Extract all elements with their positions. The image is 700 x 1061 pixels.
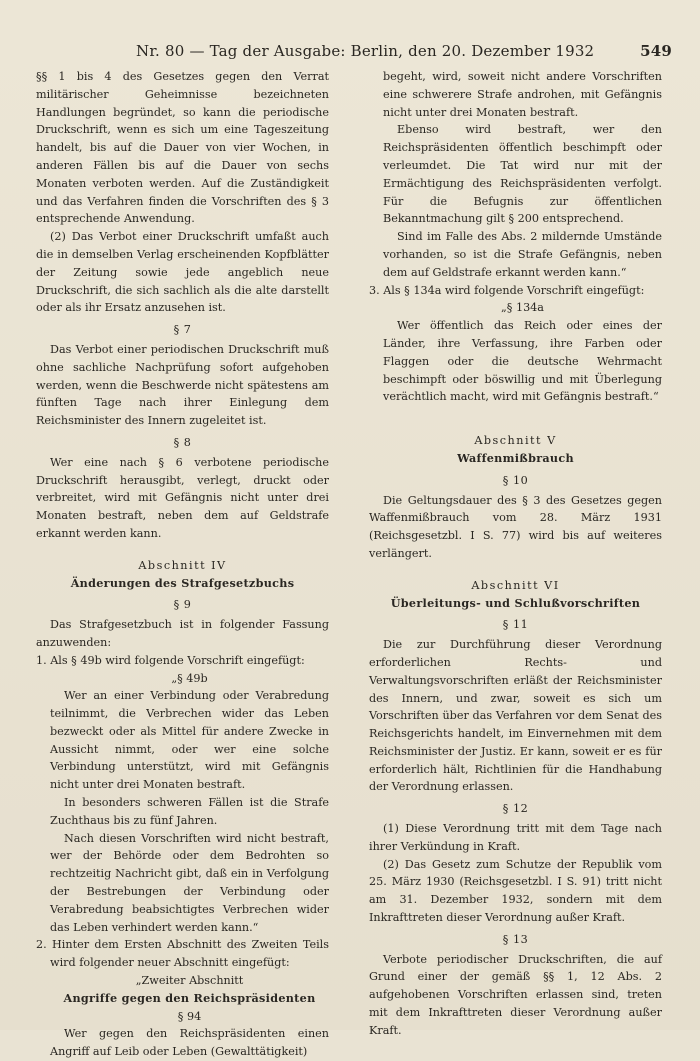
chapter-label: „Zweiter Abschnitt <box>135 974 244 988</box>
chapter-title: Angriffe gegen den Reichspräsidenten <box>63 990 316 1005</box>
chapter-title: Waffenmißbrauch <box>457 450 574 465</box>
paragraph: begeht, wird, soweit nicht andere Vorschriften eine schwerere Strafe androhen, mit Gefängnis nicht unter drei Monaten bestraft. <box>383 70 662 119</box>
chapter-title: Änderungen des Strafgesetzbuchs <box>70 575 295 590</box>
paragraph: (2) Das Gesetz zum Schutze der Republik vom 25. März 1930 (Reichsgesetzbl. I S. 91) tritt nicht am 31. Dezember 1932, sondern mit dem Inkrafttreten dieser Verordnung außer Kraft. <box>369 857 662 925</box>
list-item: 1. Als § 49b wird folgende Vorschrift eingefügt: <box>36 653 305 667</box>
paragraph: Die zur Durchführung dieser Verordnung erforderlichen Rechts- und Verwaltungsvorschriften erläßt der Reichsminister des Innern, und zwar, soweit es sich um Vorschriften über das Verfahren vor dem Senat des Reichsgerichts handelt, im Einvernehmen mit dem Reichsminister der Justiz. Er kann, soweit er es für erforderlich hält, Richtlinien für die Handhabung der Verordnung erlassen. <box>369 638 662 794</box>
section-number: § 94 <box>177 1009 202 1023</box>
paragraph: Das Strafgesetzbuch ist in folgender Fassung anzuwenden: <box>36 618 329 649</box>
quoted-provision <box>369 68 662 282</box>
page-number: 549 <box>640 42 672 60</box>
page-header <box>36 42 672 66</box>
paragraph: Wer eine nach § 6 verbotene periodische Druckschrift herausgibt, verlegt, druckt oder verbreitet, wird mit Gefängnis nicht unter drei Monaten bestraft, neben dem auf Geldstrafe erkannt werden kann. <box>36 455 329 540</box>
section-number: § 12 <box>502 802 529 816</box>
paragraph: Nach diesen Vorschriften wird nicht bestraft, wer der Behörde oder dem Bedrohten so rechtzeitig Nachricht gibt, daß ein in Verfolgung der Bestrebungen der Verbindung oder Verabredung beabsichtigtes Verbrechen wider das Leben verhindert werden kann.“ <box>50 831 329 934</box>
quoted-provision <box>36 670 329 937</box>
quoted-provision <box>36 972 329 1061</box>
chapter-label: Abschnitt V <box>474 434 557 448</box>
paragraph: Wer öffentlich das Reich oder eines der Länder, ihre Verfassung, ihre Farben oder Flaggen oder die deutsche Wehrmacht beschimpft oder böswillig und mit Überlegung verächtlich macht, wird mit Gefängnis bestraft.“ <box>383 319 662 404</box>
paragraph: Verbote periodischer Druckschriften, die auf Grund einer der gemäß §§ 1, 12 Abs. 2 aufgehobenen Vorschriften erlassen sind, treten mit dem Inkrafttreten dieser Verordnung außer Kraft. <box>369 952 662 1037</box>
section-number: § 13 <box>502 932 529 946</box>
right-column <box>369 68 662 1040</box>
paragraph: Die Geltungsdauer des § 3 des Gesetzes gegen Waffenmißbrauch vom 28. März 1931 (Reichsgesetzbl. I S. 77) wird bis auf weiteres verlängert. <box>369 493 662 560</box>
list-item: 3. Als § 134a wird folgende Vorschrift eingefügt: <box>369 283 645 297</box>
left-column <box>36 68 329 1061</box>
section-number: § 9 <box>173 598 192 612</box>
paragraph: Wer an einer Verbindung oder Verabredung teilnimmt, die Verbrechen wider das Leben bezweckt oder als Mittel für andere Zwecke in Aussicht nimmt, oder wer eine solche Verbindung unterstützt, wird mit Gefängnis nicht unter drei Monaten bestraft. <box>50 689 329 792</box>
section-number: § 10 <box>502 473 529 487</box>
section-number: „§ 49b <box>171 671 208 685</box>
section-number: § 11 <box>502 618 529 632</box>
section-number: § 7 <box>173 323 192 337</box>
paragraph: Wer gegen den Reichspräsidenten einen Angriff auf Leib oder Leben (Gewalttätigkeit) <box>50 1027 329 1059</box>
paragraph: Das Verbot einer periodischen Druckschrift muß ohne sachliche Nachprüfung sofort aufgehoben werden, wenn die Beschwerde nicht spätestens am fünften Tage nach ihrer Einlegung dem Reichsminister des Innern zugeleitet ist. <box>36 342 329 428</box>
chapter-title: Überleitungs- und Schlußvorschriften <box>390 595 641 610</box>
chapter-label: Abschnitt VI <box>471 578 560 592</box>
list-item: 2. Hinter dem Ersten Abschnitt des Zweiten Teils wird folgender neuer Abschnitt eingefügt: <box>36 938 329 970</box>
quoted-provision <box>369 299 662 406</box>
section-number: § 8 <box>173 435 192 449</box>
paragraph: In besonders schweren Fällen ist die Strafe Zuchthaus bis zu fünf Jahren. <box>50 796 329 827</box>
chapter-label: Abschnitt IV <box>138 558 227 572</box>
paragraph: Ebenso wird bestraft, wer den Reichspräsidenten öffentlich beschimpft oder verleumdet. Die Tat wird nur mit der Ermächtigung des Reichspräsidenten verfolgt. Für die Befugnis zur öffentlichen Bekanntmachung gilt § 200 entsprechend. <box>383 123 662 226</box>
paragraph: (1) Diese Verordnung tritt mit dem Tage nach ihrer Verkündung in Kraft. <box>369 822 662 853</box>
section-number: „§ 134a <box>501 301 544 315</box>
paragraph: (2) Das Verbot einer Druckschrift umfaßt auch die in demselben Verlag erscheinenden Kopfblätter der Zeitung sowie jede angeblich neue Druckschrift, die sich sachlich als die alte darstellt oder als ihr Ersatz anzusehen ist. <box>36 230 329 315</box>
header-title: Nr. 80 — Tag der Ausgabe: Berlin, den 20. Dezember 1932 <box>136 42 595 60</box>
paragraph: §§ 1 bis 4 des Gesetzes gegen den Verrat militärischer Geheimnisse bezeichneten Handlungen begründet, so kann die periodische Druckschrift, wenn es sich um eine Tageszeitung handelt, bis auf die Dauer von vier Wochen, in anderen Fällen bis auf die Dauer von sechs Monaten verboten werden. Auf die Zuständigkeit und das Verfahren finden die Vorschriften des § 3 entsprechende Anwendung. <box>36 70 329 226</box>
paragraph: Sind im Falle des Abs. 2 mildernde Umstände vorhanden, so ist die Strafe Gefängnis, neben dem auf Geldstrafe erkannt werden kann.“ <box>383 230 662 279</box>
